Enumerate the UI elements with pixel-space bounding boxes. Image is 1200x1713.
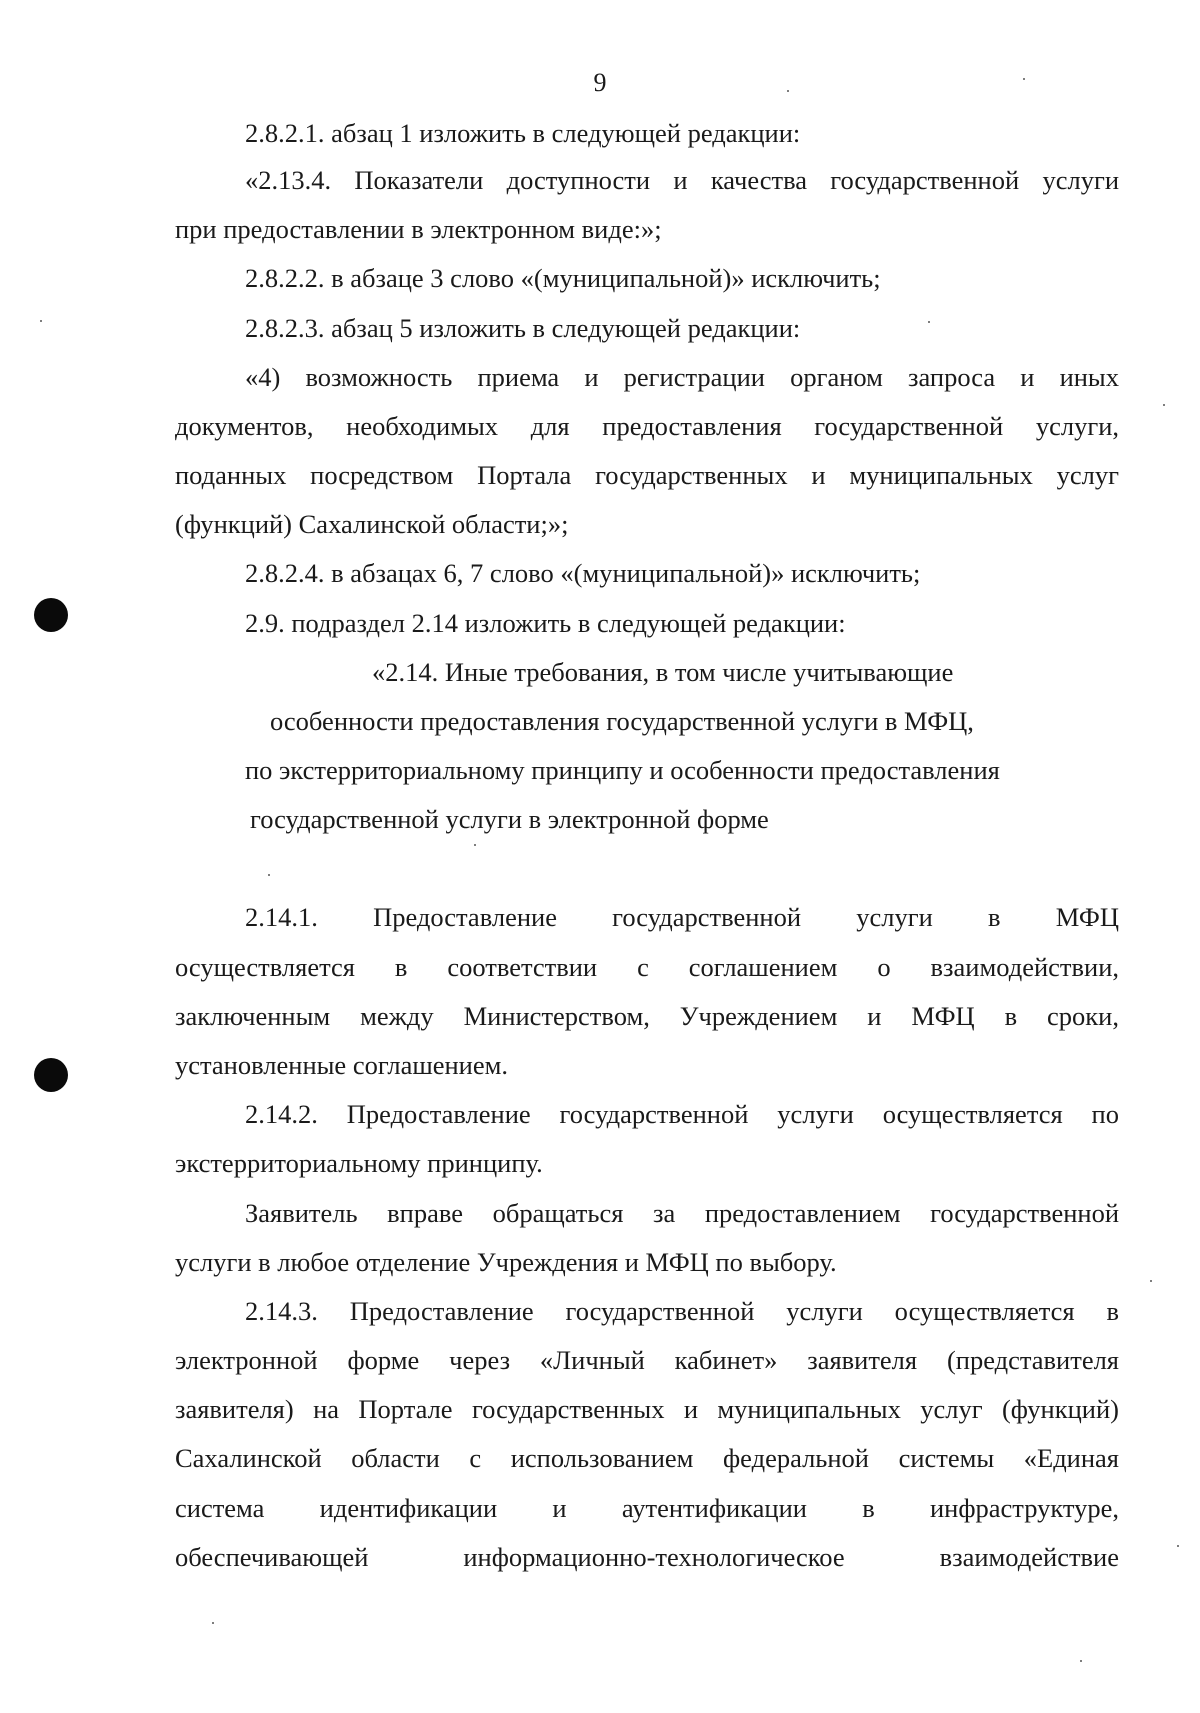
scan-speck [1023, 78, 1025, 80]
text-line: 2.9. подраздел 2.14 изложить в следующей редакции: [245, 608, 846, 638]
text-line: 2.8.2.3. абзац 5 изложить в следующей редакции: [245, 313, 801, 343]
text-line: 2.14.3. Предоставление государственной услуги осуществляется в [245, 1296, 1119, 1326]
text-line: обеспечивающей информационно-технологическое взаимодействие [175, 1542, 1119, 1572]
text-line: при предоставлении в электронном виде:»; [175, 214, 662, 244]
scan-speck [1163, 404, 1165, 406]
text-line: документов, необходимых для предоставления государственной услуги, [175, 411, 1119, 441]
scan-speck [212, 1622, 214, 1624]
scan-speck [1080, 1660, 1082, 1662]
text-line: 2.14.2. Предоставление государственной услуги осуществляется по [245, 1099, 1119, 1129]
heading-line: по экстерриториальному принципу и особенности предоставления [245, 755, 1000, 785]
text-line: 2.8.2.2. в абзаце 3 слово «(муниципальной)» исключить; [245, 263, 881, 293]
punch-hole [34, 1058, 68, 1092]
heading-line: «2.14. Иные требования, в том числе учитывающие [372, 657, 954, 687]
heading-line: государственной услуги в электронной форме [250, 804, 769, 834]
text-line: 2.8.2.4. в абзацах 6, 7 слово «(муниципальной)» исключить; [245, 558, 921, 588]
scan-speck [1150, 1280, 1152, 1282]
text-line: осуществляется в соответствии с соглашением о взаимодействии, [175, 952, 1119, 982]
text-line: «2.13.4. Показатели доступности и качества государственной услуги [245, 165, 1119, 195]
text-line: экстерриториальному принципу. [175, 1148, 543, 1178]
scan-speck [40, 320, 42, 322]
scan-speck [474, 844, 476, 846]
scan-speck [1177, 1545, 1179, 1547]
heading-line: особенности предоставления государственной услуги в МФЦ, [270, 706, 974, 736]
text-line: 2.8.2.1. абзац 1 изложить в следующей редакции: [245, 118, 801, 148]
text-line: заявителя) на Портале государственных и муниципальных услуг (функций) [175, 1394, 1119, 1424]
text-line: поданных посредством Портала государственных и муниципальных услуг [175, 460, 1119, 490]
text-line: система идентификации и аутентификации в инфраструктуре, [175, 1493, 1119, 1523]
text-line: 2.14.1. Предоставление государственной услуги в МФЦ [245, 902, 1119, 932]
text-line: Заявитель вправе обращаться за предоставлением государственной [245, 1198, 1119, 1228]
page-number: 9 [593, 68, 607, 97]
text-line: услуги в любое отделение Учреждения и МФЦ по выбору. [175, 1247, 837, 1277]
text-line: (функций) Сахалинской области;»; [175, 509, 569, 539]
text-line: Сахалинской области с использованием федеральной системы «Единая [175, 1443, 1119, 1473]
text-line: «4) возможность приема и регистрации органом запроса и иных [245, 362, 1119, 392]
scan-speck [928, 321, 930, 323]
scan-speck [787, 90, 789, 92]
text-line: установленные соглашением. [175, 1050, 509, 1080]
scan-speck [268, 874, 270, 876]
punch-hole [34, 598, 68, 632]
text-line: электронной форме через «Личный кабинет» заявителя (представителя [175, 1345, 1119, 1375]
text-line: заключенным между Министерством, Учреждением и МФЦ в сроки, [175, 1001, 1119, 1031]
